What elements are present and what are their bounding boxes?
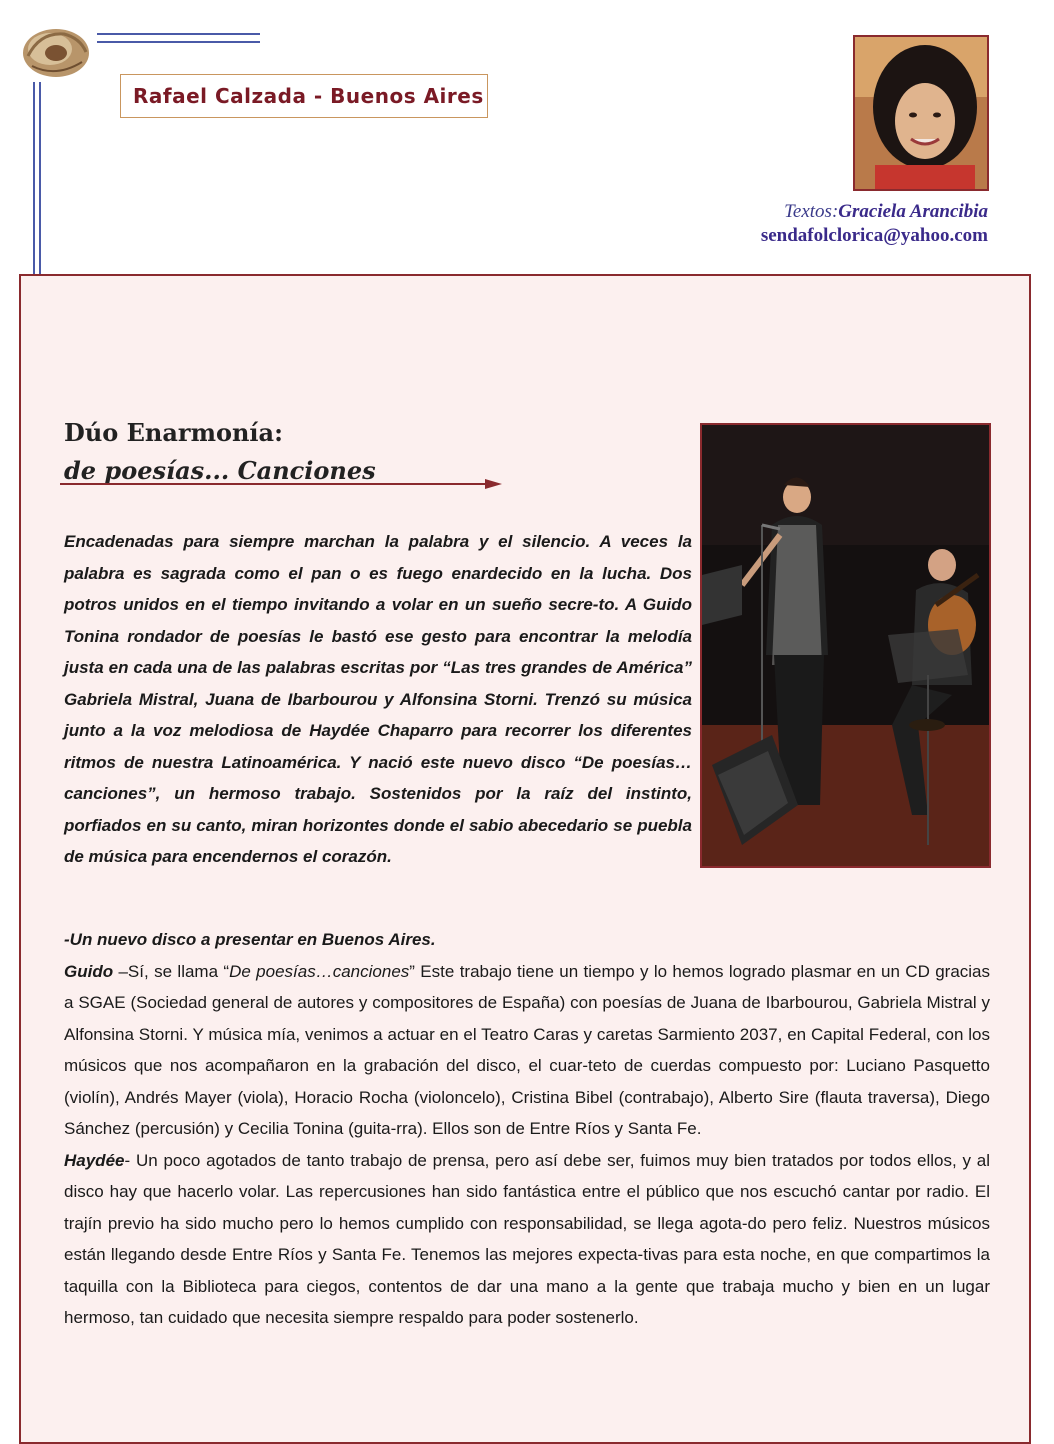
album-title: De poesías…canciones <box>229 961 410 981</box>
article-title: Dúo Enarmonía: <box>64 418 283 447</box>
author-name: Graciela Arancibia <box>838 201 988 222</box>
seed-ornament-icon <box>20 22 92 80</box>
speaker-haydee: Haydée <box>64 1150 125 1170</box>
author-email[interactable]: sendafolclorica@yahoo.com <box>760 225 988 246</box>
article-intro: Encadenadas para siempre marchan la palabra y el silencio. A veces la palabra es sagrada como el pan o es fuego enardecido en la lucha. Dos potros unidos en el tiempo invitando a volar en un sueño secre-to. A Guido Tonina rondador de poesías le bastó ese gesto para encontrar la melodía justa en cada una de las palabras escritas por “Las tres grandes de América” Gabriela Mistral, Juana de Ibarbourou y Alfonsina Storni. Trenzó su música junto a la voz melodiosa de Haydée Chaparro para recorrer los diferentes ritmos de nuestra Latinoamérica. Y nació este nuevo disco “De poesías…canciones”, un hermoso trabajo. Sostenidos por la raíz del instinto, porfiados en su canto, miran horizontes donde el sabio abecedario se puebla de música para encendernos el corazón. <box>64 532 692 866</box>
speaker-guido: Guido <box>64 961 114 981</box>
decorative-horizontal-lines <box>97 33 260 43</box>
interview-answer-guido <box>64 956 990 1145</box>
credits-label: Textos: <box>784 201 839 222</box>
article-subtitle: de poesías... Canciones <box>64 456 376 485</box>
arrow-underline-icon <box>60 474 505 494</box>
interview-answer-haydee <box>64 1145 990 1334</box>
answer-text-part: - Un poco agotados de tanto trabajo de prensa, pero así debe ser, fuimos muy bien tratados por todos ellos, y al disco hay que hacerlo volar. Las repercusiones han sido fantástica entre el público que nos escuchó cantar por radio. El trajín previo ha sido mucho pero lo hemos cumplido con responsabilidad, se llega agota-do pero feliz. Nuestros músicos están llegando desde Entre Ríos y Santa Fe. Tenemos las mejores expecta-tivas para esta noche, en que compartimos la taquilla con la Biblioteca para ciegos, contentos de dar una mano a la gente que trabaja mucho y bien en un lugar hermoso, tan cuidado que necesita siempre respaldo para poder sostenerlo. <box>64 1150 990 1327</box>
answer-text-part: ” Este trabajo tiene un tiempo y lo hemos logrado plasmar en un CD gracias a SGAE (Sociedad general de autores y compositores de España) con poesías de Juana de Ibarbourou, Gabriela Mistral y Alfonsina Storni. Y música mía, venimos a actuar en el Teatro Caras y caretas Sarmiento 2037, en Capital Federal, con los músicos que nos acompañaron en la grabación del disco, el cuar-teto de cuerdas compuesto por: Luciano Pasquetto (violín), Andrés Mayer (viola), Horacio Rocha (violoncelo), Cristina Bibel (contrabajo), Alberto Sire (flauta traversa), Diego Sánchez (percusión) y Cecilia Tonina (guita-rra). Ellos son de Entre Ríos y Santa Fe. <box>64 961 991 1138</box>
interview-question: -Un nuevo disco a presentar en Buenos Aires. <box>64 930 436 949</box>
location-text: Rafael Calzada - Buenos Aires <box>133 84 484 108</box>
article-credits <box>761 200 988 248</box>
answer-text-part: –Sí, se llama “ <box>113 961 230 981</box>
interview-body <box>64 924 990 1334</box>
author-photo <box>853 35 989 191</box>
location-header <box>120 74 488 118</box>
decorative-vertical-lines <box>33 82 41 292</box>
concert-photo <box>700 423 991 868</box>
